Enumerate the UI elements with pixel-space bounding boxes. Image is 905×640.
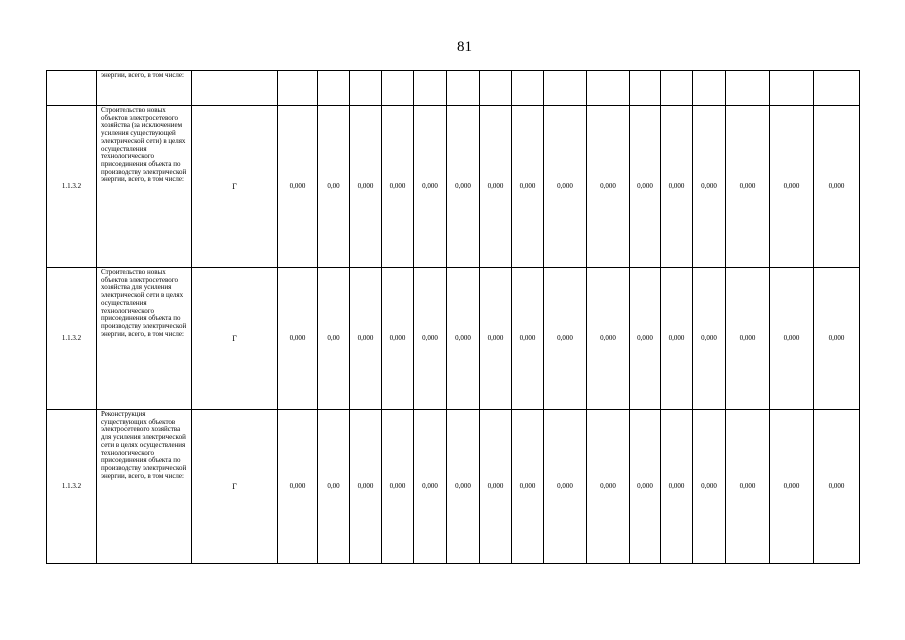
value-cell: 0,000: [480, 410, 512, 564]
row-unit-cell: Г: [192, 410, 278, 564]
value-cell: 0,000: [693, 268, 726, 410]
value-cell: 0,00: [318, 268, 350, 410]
value-cell: 0,000: [726, 410, 770, 564]
value-cell: 0,000: [414, 268, 447, 410]
value-cell: 0,000: [278, 410, 318, 564]
value-cell: [693, 71, 726, 106]
value-cell: 0,000: [382, 106, 414, 268]
table-row: [47, 268, 860, 410]
value-cell: 0,000: [350, 410, 382, 564]
value-cell: 0,000: [630, 106, 661, 268]
value-cell: 0,000: [382, 268, 414, 410]
value-cell: 0,000: [630, 410, 661, 564]
value-cell: 0,000: [630, 268, 661, 410]
value-cell: 0,00: [318, 106, 350, 268]
value-cell: 0,000: [447, 106, 480, 268]
value-cell: 0,000: [414, 410, 447, 564]
value-cell: 0,000: [544, 106, 587, 268]
value-cell: 0,000: [480, 106, 512, 268]
value-cell: 0,000: [350, 268, 382, 410]
value-cell: 0,000: [814, 106, 860, 268]
value-cell: [447, 71, 480, 106]
value-cell: 0,000: [447, 410, 480, 564]
row-name-cell: Строительство новых объектов электросетевого хозяйства для усиления электрической сети в целях осуществления технологического присоединения объекта по производству электрической энергии, всего, в том числе:: [97, 268, 192, 410]
value-cell: 0,000: [814, 268, 860, 410]
value-cell: [512, 71, 544, 106]
value-cell: 0,000: [693, 410, 726, 564]
value-cell: [770, 71, 814, 106]
row-unit-cell: [192, 71, 278, 106]
value-cell: 0,000: [512, 410, 544, 564]
value-cell: 0,000: [770, 106, 814, 268]
value-cell: [587, 71, 630, 106]
value-cell: 0,000: [447, 268, 480, 410]
table-row: [47, 71, 860, 106]
value-cell: [726, 71, 770, 106]
value-cell: 0,000: [726, 106, 770, 268]
value-cell: [661, 71, 693, 106]
data-table: [46, 70, 860, 564]
value-cell: 0,000: [350, 106, 382, 268]
row-code-cell: 1.1.3.2: [47, 410, 97, 564]
row-unit-cell: Г: [192, 106, 278, 268]
value-cell: 0,000: [661, 268, 693, 410]
value-cell: 0,000: [512, 268, 544, 410]
value-cell: [544, 71, 587, 106]
value-cell: [480, 71, 512, 106]
table-row: [47, 410, 860, 564]
row-code-cell: [47, 71, 97, 106]
value-cell: [278, 71, 318, 106]
value-cell: 0,000: [726, 268, 770, 410]
row-name-cell: энергии, всего, в том числе:: [97, 71, 192, 106]
value-cell: [414, 71, 447, 106]
value-cell: 0,000: [770, 268, 814, 410]
value-cell: 0,000: [587, 410, 630, 564]
row-code-cell: 1.1.3.2: [47, 268, 97, 410]
value-cell: 0,000: [661, 410, 693, 564]
value-cell: [350, 71, 382, 106]
value-cell: 0,000: [693, 106, 726, 268]
value-cell: 0,000: [278, 106, 318, 268]
row-code-cell: 1.1.3.2: [47, 106, 97, 268]
row-unit-cell: Г: [192, 268, 278, 410]
value-cell: 0,000: [480, 268, 512, 410]
value-cell: 0,000: [278, 268, 318, 410]
value-cell: 0,000: [512, 106, 544, 268]
value-cell: [814, 71, 860, 106]
value-cell: 0,00: [318, 410, 350, 564]
value-cell: [382, 71, 414, 106]
value-cell: 0,000: [382, 410, 414, 564]
row-name-cell: Строительство новых объектов электросетевого хозяйства (за исключением усиления существующей электрической сети) в целях осуществления технологического присоединения объекта по производству электрической энергии, всего, в том числе:: [97, 106, 192, 268]
value-cell: 0,000: [587, 268, 630, 410]
row-name-cell: Реконструкция существующих объектов электросетевого хозяйства для усиления электрической сети в целях осуществления технологического присоединения объекта по производству электрической энергии, всего, в том числе:: [97, 410, 192, 564]
value-cell: 0,000: [414, 106, 447, 268]
value-cell: 0,000: [587, 106, 630, 268]
value-cell: [630, 71, 661, 106]
page-number: 81: [457, 39, 472, 55]
value-cell: 0,000: [814, 410, 860, 564]
value-cell: 0,000: [770, 410, 814, 564]
value-cell: [318, 71, 350, 106]
value-cell: 0,000: [544, 268, 587, 410]
value-cell: 0,000: [661, 106, 693, 268]
value-cell: 0,000: [544, 410, 587, 564]
table-row: [47, 106, 860, 268]
